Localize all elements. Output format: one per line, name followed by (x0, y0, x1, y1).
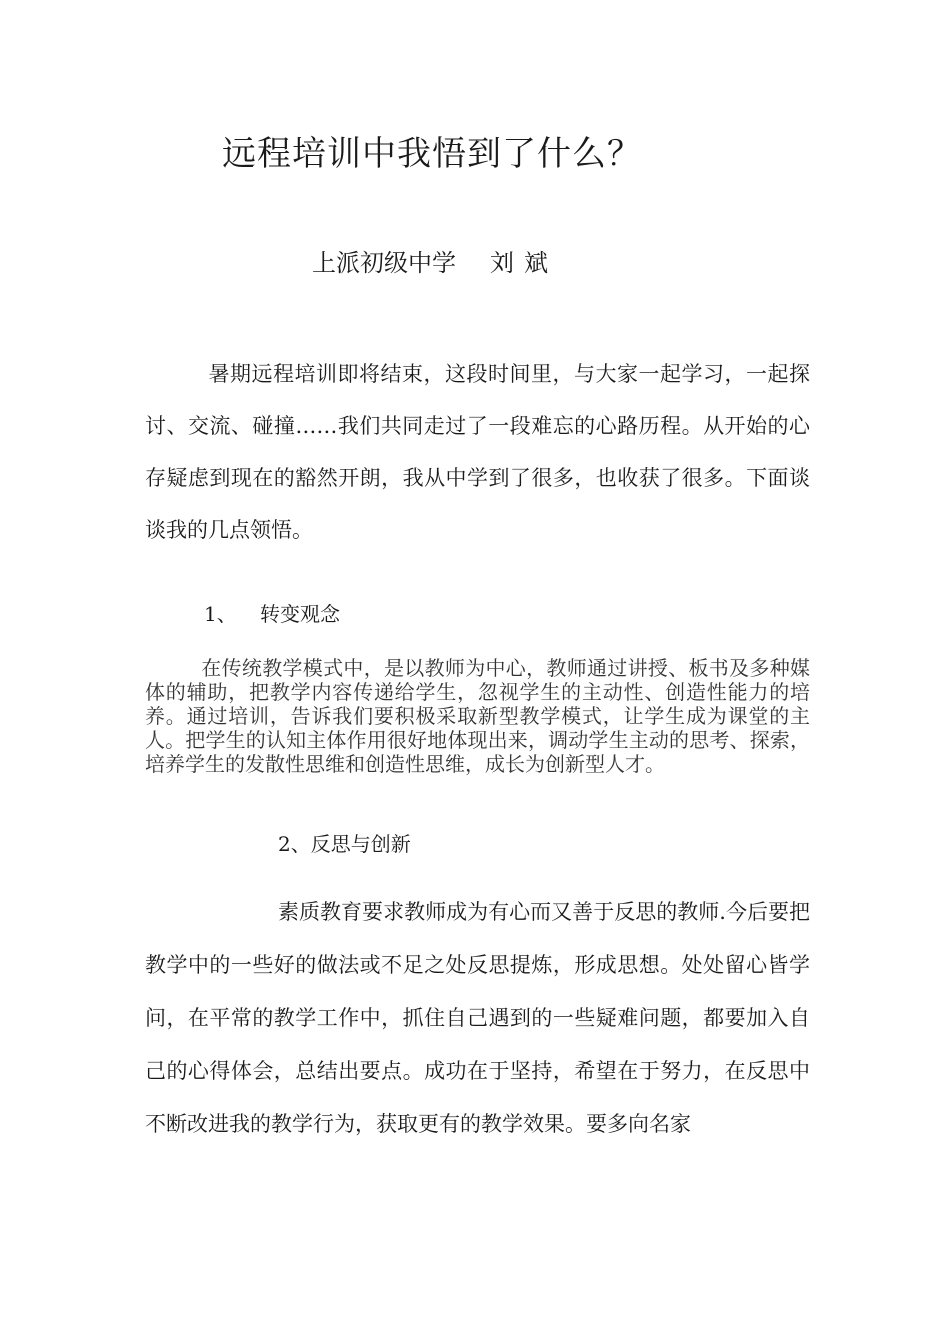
section1-heading (204, 598, 340, 627)
author-name-second: 斌 (524, 249, 548, 277)
section1-text: 在传统教学模式中，是以教师为中心，教师通过讲授、板书及多种媒体的辅助，把教学内容传递给学生，忽视学生的主动性、创造性能力的培养。通过培训，告诉我们要积极采取新型教学模式，让学生成为课堂的主人。把学生的认知主体作用很好地体现出来，调动学生主动的思考、探索，培养学生的发散性思维和创造性思维，成长为创新型人才。 (145, 656, 810, 776)
intro-paragraph (145, 348, 810, 556)
author-school: 上派初级中学 (312, 249, 456, 277)
page-title: 远程培训中我悟到了什么？ (222, 134, 642, 174)
section2-text: 素质教育要求教师成为有心而又善于反思的教师.今后要把教学中的一些好的做法或不足之处反思提炼，形成思想。处处留心皆学问，在平常的教学工作中，抓住自己遇到的一些疑难问题，都要加入自己的心得体会，总结出要点。成功在于坚持，希望在于努力，在反思中不断改进我的教学行为，获取更有的教学效果。要多向名家 (145, 900, 810, 1136)
section2-heading: 2、反思与创新 (278, 832, 411, 856)
section1-title: 转变观念 (260, 602, 340, 626)
author-line (312, 243, 548, 278)
section1-paragraph (145, 656, 810, 776)
section2-paragraph (145, 886, 810, 1151)
intro-text: 暑期远程培训即将结束，这段时间里，与大家一起学习，一起探讨、交流、碰撞……我们共同走过了一段难忘的心路历程。从开始的心存疑虑到现在的豁然开朗，我从中学到了很多，也收获了很多。下面谈谈我的几点领悟。 (145, 362, 810, 542)
section1-number: 1、 (204, 602, 237, 626)
author-name-first: 刘 (490, 249, 514, 277)
